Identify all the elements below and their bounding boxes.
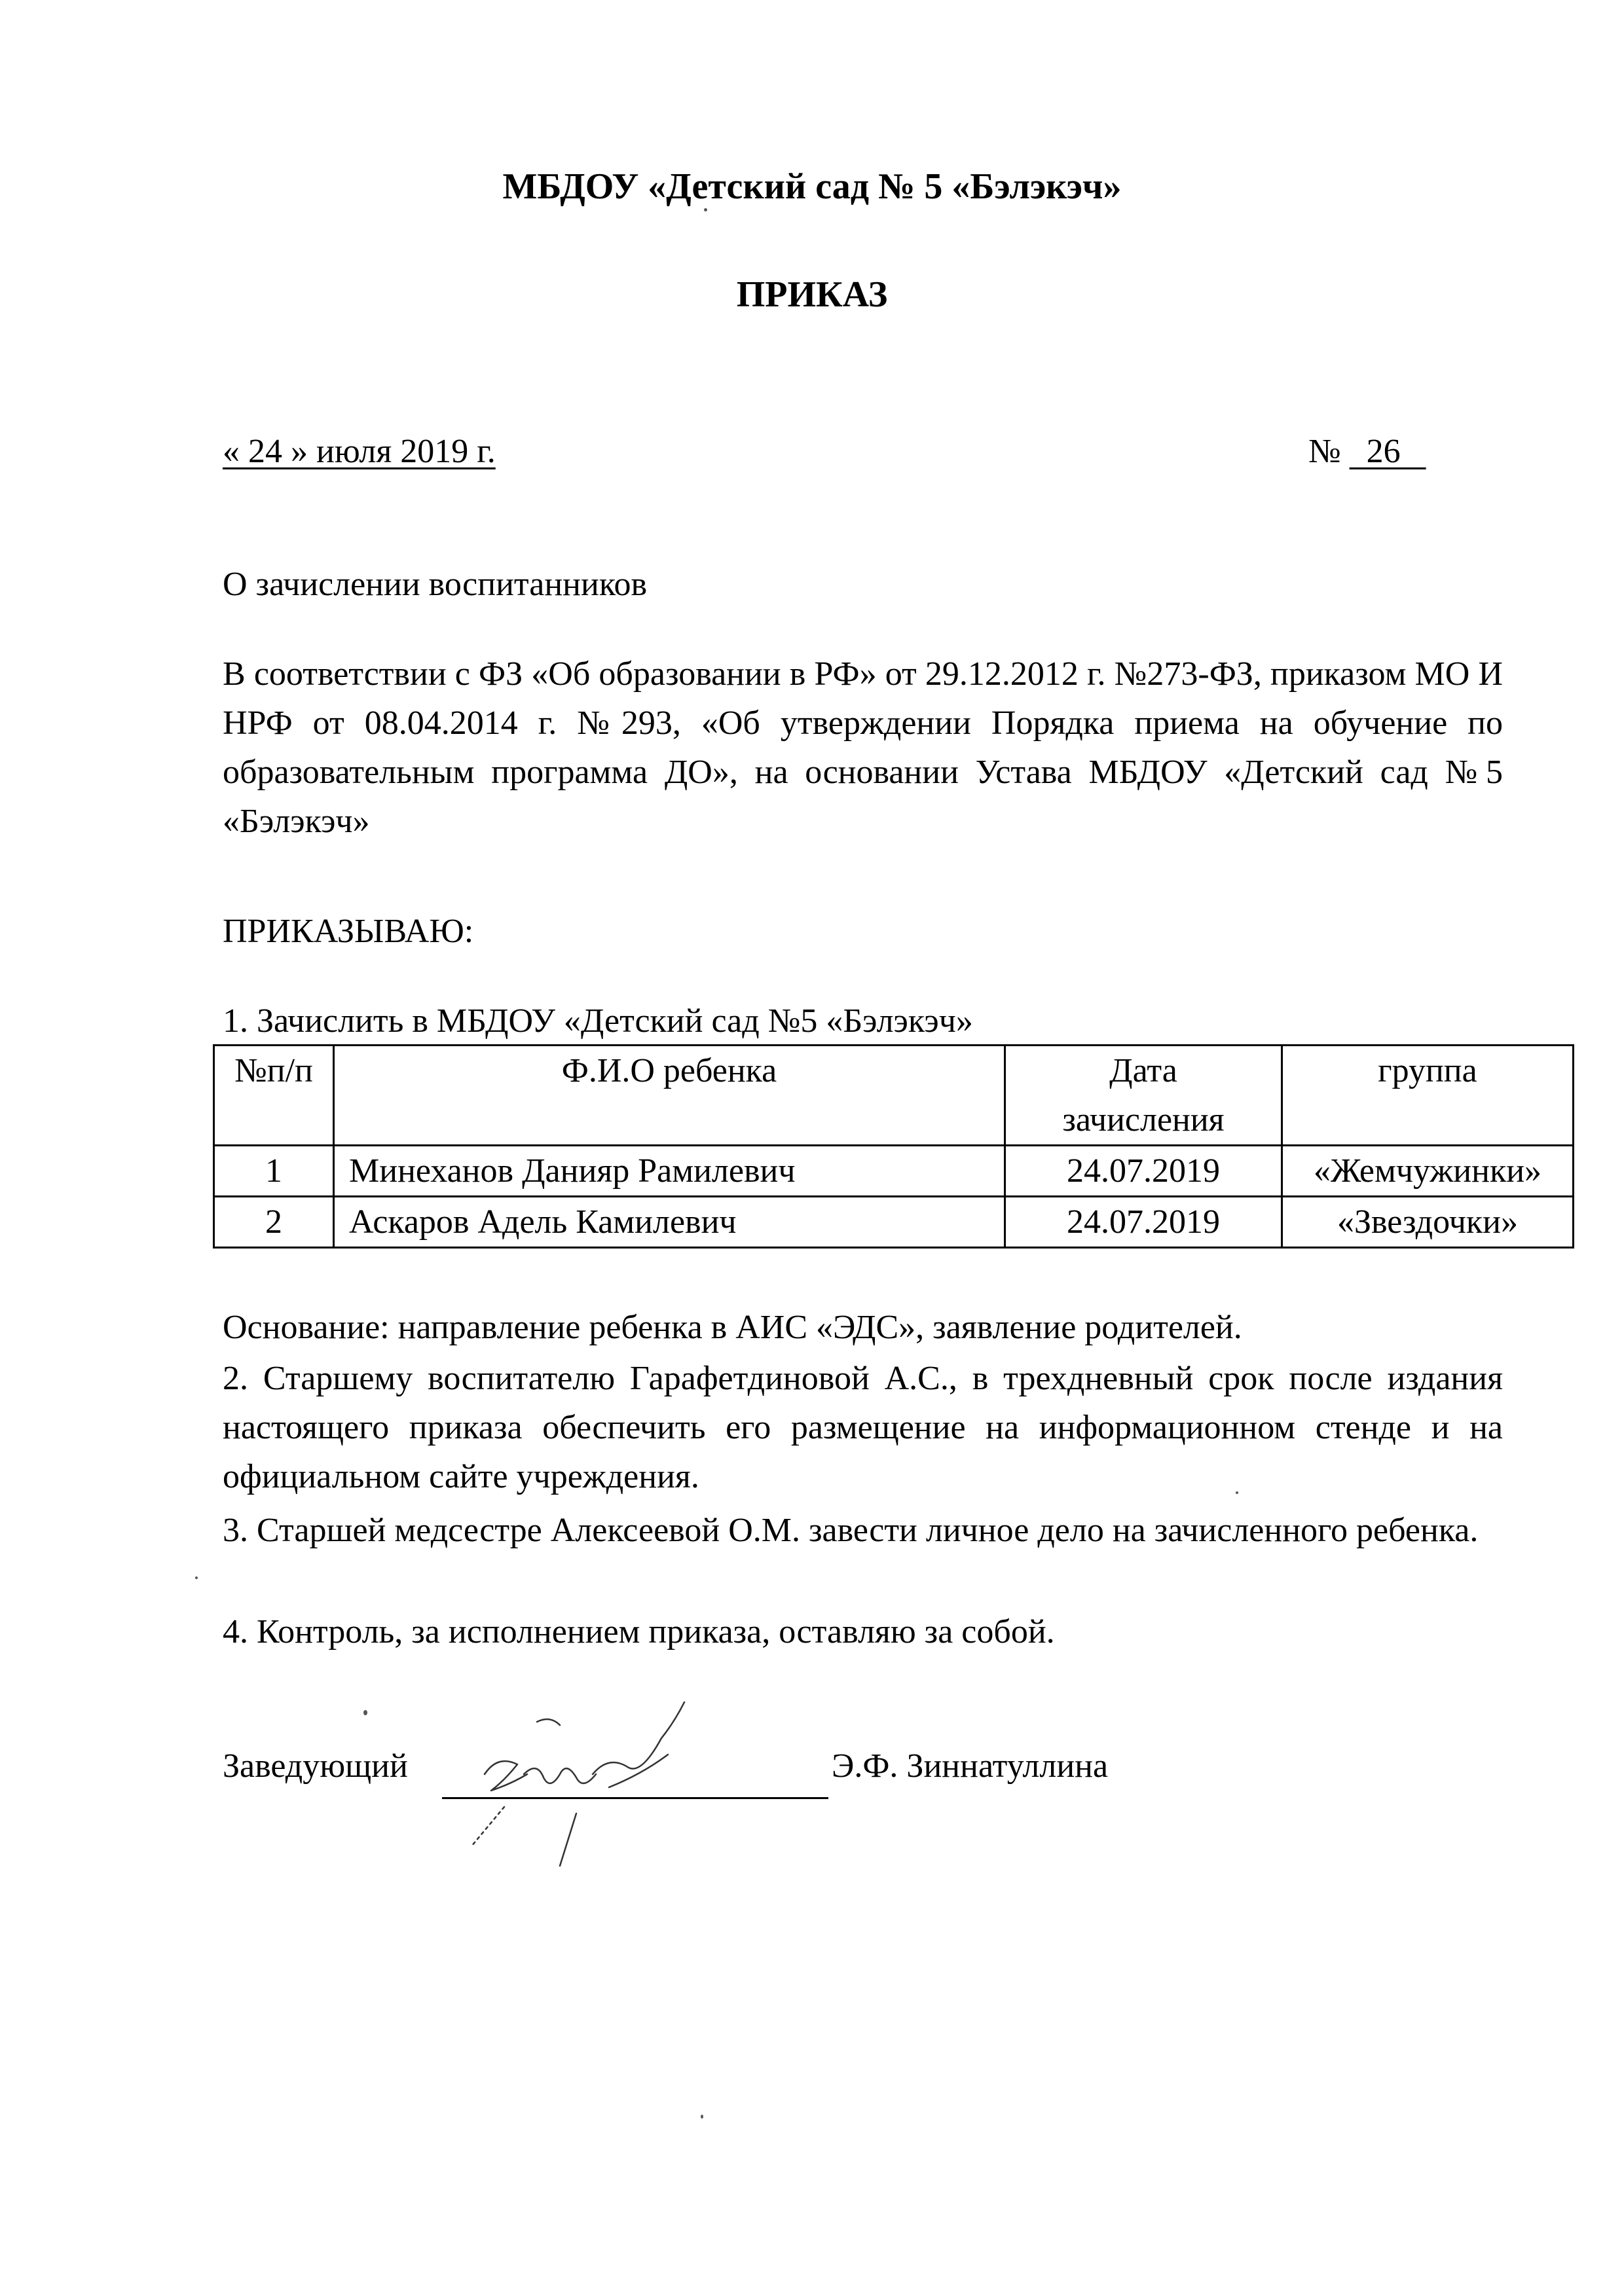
scan-speck — [1236, 1491, 1238, 1494]
number-value: 26 — [1349, 433, 1426, 470]
cell-child-name: Аскаров Адель Камилевич — [334, 1197, 1005, 1248]
handwritten-signature — [445, 1676, 694, 1886]
cell-enroll-date: 24.07.2019 — [1005, 1146, 1282, 1197]
header-child-name: Ф.И.О ребенка — [334, 1046, 1005, 1146]
item-1: 1. Зачислить в МБДОУ «Детский сад №5 «Бэлэкэч» — [223, 1002, 973, 1040]
cell-number: 1 — [214, 1146, 334, 1197]
scan-speck — [701, 2115, 703, 2119]
item-3: 3. Старшей медсестре Алексеевой О.М. завести личное дело на зачисленного ребенка. — [223, 1512, 1479, 1549]
cell-group: «Жемчужинки» — [1282, 1146, 1574, 1197]
cell-enroll-date: 24.07.2019 — [1005, 1197, 1282, 1248]
item-2: 2. Старшему воспитателю Гарафетдиновой А.С., в трехдневный срок после издания настоящего приказа обеспечить его размещение на информационном стенде и на официальном сайте учреждения. — [223, 1360, 1503, 1495]
document-type-title: ПРИКАЗ — [736, 274, 888, 315]
signature-position: Заведующий — [223, 1747, 408, 1785]
item-4: 4. Контроль, за исполнением приказа, оставляю за собой. — [223, 1613, 1055, 1650]
header-group: группа — [1282, 1046, 1574, 1146]
table-header-row — [214, 1046, 1574, 1146]
table-row — [214, 1197, 1574, 1248]
basis-line: Основание: направление ребенка в АИС «ЭДС», заявление родителей. — [223, 1309, 1242, 1346]
table-row — [214, 1146, 1574, 1197]
cell-group: «Звездочки» — [1282, 1197, 1574, 1248]
order-number — [1308, 427, 1426, 476]
order-subject: О зачислении воспитанников — [223, 566, 647, 603]
order-date: « 24 » июля 2019 г. — [223, 433, 496, 470]
scan-speck — [363, 1710, 367, 1715]
preamble-paragraph: В соответствии с ФЗ «Об образовании в РФ» от 29.12.2012 г. №273-ФЗ, приказом МО И НРФ от 08.04.2014 г. №293, «Об утверждении Порядка приема на обучение по образовательным программа ДО», на основании Устава МБДОУ «Детский сад №5 «Бэлэкэч» — [223, 655, 1503, 840]
header-number: №п/п — [214, 1046, 334, 1146]
scan-speck — [704, 208, 707, 211]
organization-title: МБДОУ «Детский сад № 5 «Бэлэкэч» — [502, 166, 1122, 207]
header-enroll-date: Дата зачисления — [1005, 1046, 1282, 1146]
number-label: № — [1308, 433, 1341, 470]
enrollment-table — [213, 1044, 1574, 1248]
cell-child-name: Минеханов Данияр Рамилевич — [334, 1146, 1005, 1197]
cell-number: 2 — [214, 1197, 334, 1248]
signature-name: Э.Ф. Зиннатуллина — [832, 1747, 1109, 1785]
scan-speck — [195, 1576, 198, 1579]
order-word: ПРИКАЗЫВАЮ: — [223, 913, 474, 950]
